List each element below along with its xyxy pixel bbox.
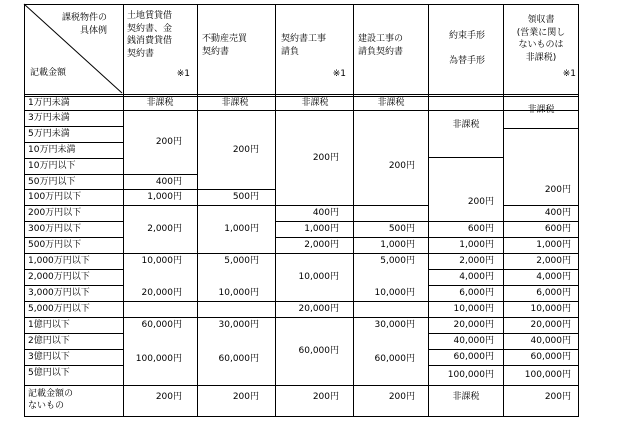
row-divider bbox=[24, 365, 124, 366]
row-divider bbox=[503, 285, 579, 286]
cell-value: 2,000円 bbox=[459, 256, 494, 266]
row-divider bbox=[353, 317, 429, 318]
row-divider bbox=[24, 189, 124, 190]
cell-value: 2,000円 bbox=[536, 256, 571, 266]
cell-value: 1,000円 bbox=[459, 240, 494, 250]
row-divider bbox=[24, 285, 124, 286]
row-label: 2億円以下 bbox=[28, 336, 70, 346]
cell-value: 2,000円 bbox=[304, 240, 339, 250]
cell-value: 20,000円 bbox=[453, 320, 494, 330]
cell-value: 非課税 bbox=[452, 120, 480, 130]
row-label: 300万円以下 bbox=[28, 224, 82, 234]
row-divider bbox=[275, 253, 354, 254]
row-divider bbox=[24, 142, 124, 143]
row-divider bbox=[428, 253, 504, 254]
row-divider bbox=[275, 317, 354, 318]
row-divider bbox=[503, 221, 579, 222]
row-divider bbox=[123, 110, 198, 111]
row-divider bbox=[503, 317, 579, 318]
cell-value: 1,000円 bbox=[380, 240, 415, 250]
row-divider bbox=[24, 237, 124, 238]
cell-value: 200円 bbox=[155, 137, 182, 147]
cell-value: 40,000円 bbox=[453, 336, 494, 346]
row-divider bbox=[24, 385, 124, 386]
row-divider bbox=[24, 221, 124, 222]
column-divider bbox=[428, 4, 429, 417]
header-col-construction-contract: 契約書工事 請負 bbox=[281, 34, 327, 57]
cell-value: 10,000円 bbox=[530, 304, 571, 314]
cell-value: 20,000円 bbox=[298, 304, 339, 314]
row-divider bbox=[428, 285, 504, 286]
row-label: 500万円以下 bbox=[28, 240, 82, 250]
cell-value: 200円 bbox=[312, 392, 339, 402]
row-divider bbox=[123, 301, 198, 302]
cell-value: 1,000円 bbox=[536, 240, 571, 250]
row-divider bbox=[275, 237, 354, 238]
row-divider bbox=[428, 237, 504, 238]
cell-value: 100,000円 bbox=[135, 354, 182, 364]
cell-value: 200円 bbox=[155, 392, 182, 402]
row-label: 記載金額の ないもの bbox=[28, 389, 74, 411]
row-divider bbox=[24, 253, 124, 254]
cell-value: 500円 bbox=[232, 192, 259, 202]
row-divider bbox=[123, 253, 198, 254]
cell-value: 60,000円 bbox=[298, 346, 339, 356]
cell-value: 非課税 bbox=[527, 105, 555, 115]
row-divider bbox=[24, 110, 124, 111]
cell-value: 5,000円 bbox=[224, 256, 259, 266]
row-divider bbox=[123, 205, 198, 206]
cell-value: 2,000円 bbox=[147, 224, 182, 234]
header-col-real-estate-sale: 不動産売買 契約書 bbox=[202, 34, 248, 57]
cell-value: 200円 bbox=[232, 392, 259, 402]
cell-value: 200円 bbox=[544, 392, 571, 402]
row-label: 1億円以下 bbox=[28, 320, 70, 330]
row-divider bbox=[353, 221, 429, 222]
cell-value: 60,000円 bbox=[530, 352, 571, 362]
cell-value: 400円 bbox=[544, 208, 571, 218]
header-col-construction-contract-note: ※1 bbox=[332, 69, 346, 79]
column-divider bbox=[197, 4, 198, 417]
row-divider bbox=[503, 333, 579, 334]
row-divider bbox=[197, 317, 276, 318]
row-divider bbox=[353, 205, 429, 206]
row-divider bbox=[353, 237, 429, 238]
cell-value: 6,000円 bbox=[536, 288, 571, 298]
column-divider bbox=[353, 4, 354, 417]
cell-value: 非課税 bbox=[452, 392, 480, 402]
cell-value: 60,000円 bbox=[141, 320, 182, 330]
cell-value: 1,000円 bbox=[147, 192, 182, 202]
cell-value: 20,000円 bbox=[530, 320, 571, 330]
row-divider bbox=[503, 237, 579, 238]
header-diagonal-bottom-label: 記載金額 bbox=[30, 68, 67, 78]
cell-value: 非課税 bbox=[146, 97, 174, 108]
row-divider bbox=[24, 158, 124, 159]
row-divider bbox=[197, 205, 276, 206]
cell-value: 60,000円 bbox=[374, 354, 415, 364]
row-divider bbox=[24, 333, 124, 334]
row-label: 3万円未満 bbox=[28, 113, 70, 123]
cell-value: 600円 bbox=[544, 224, 571, 234]
row-label: 10万円未満 bbox=[28, 145, 76, 155]
row-divider bbox=[503, 269, 579, 270]
cell-value: 400円 bbox=[312, 208, 339, 218]
row-label: 200万円以下 bbox=[28, 208, 82, 218]
row-divider bbox=[275, 110, 354, 111]
row-divider bbox=[275, 221, 354, 222]
row-divider bbox=[24, 301, 124, 302]
column-divider bbox=[578, 4, 579, 417]
row-divider bbox=[503, 128, 579, 129]
row-divider bbox=[275, 301, 354, 302]
row-divider bbox=[503, 349, 579, 350]
row-divider bbox=[24, 174, 124, 175]
column-divider bbox=[24, 4, 25, 417]
row-label: 3,000万円以下 bbox=[28, 288, 90, 298]
cell-value: 200円 bbox=[467, 196, 494, 207]
row-divider bbox=[197, 253, 276, 254]
row-label: 10万円以下 bbox=[28, 161, 76, 171]
cell-value: 100,000円 bbox=[524, 370, 571, 380]
cell-value: 10,000円 bbox=[141, 256, 182, 266]
row-divider bbox=[428, 349, 504, 350]
row-divider bbox=[503, 205, 579, 206]
cell-value: 100,000円 bbox=[447, 370, 494, 380]
row-divider bbox=[503, 301, 579, 302]
row-divider bbox=[428, 385, 504, 386]
cell-value: 600円 bbox=[467, 224, 494, 234]
row-divider bbox=[503, 253, 579, 254]
cell-value: 4,000円 bbox=[536, 272, 571, 282]
row-divider bbox=[123, 174, 198, 175]
cell-value: 非課税 bbox=[301, 97, 329, 108]
row-label: 50万円以下 bbox=[28, 177, 76, 187]
row-divider bbox=[503, 365, 579, 366]
cell-value: 400円 bbox=[155, 176, 182, 187]
row-divider bbox=[353, 110, 429, 111]
row-divider bbox=[197, 301, 276, 302]
column-divider bbox=[503, 4, 504, 417]
row-divider bbox=[428, 317, 504, 318]
cell-value: 60,000円 bbox=[453, 352, 494, 362]
row-divider bbox=[24, 126, 124, 127]
cell-value: 40,000円 bbox=[530, 336, 571, 346]
row-label: 100万円以下 bbox=[28, 192, 82, 202]
row-divider bbox=[353, 301, 429, 302]
row-label: 5万円未満 bbox=[28, 129, 70, 139]
header-col-lease-loan-note: ※1 bbox=[176, 69, 190, 79]
row-divider bbox=[428, 157, 504, 158]
cell-value: 200円 bbox=[388, 392, 415, 402]
cell-value: 10,000円 bbox=[374, 288, 415, 298]
cell-value: 20,000円 bbox=[141, 288, 182, 298]
table-top-border bbox=[24, 4, 579, 5]
row-divider bbox=[428, 365, 504, 366]
cell-value: 非課税 bbox=[221, 97, 249, 108]
header-diagonal-top-label: 課税物件の 具体例 bbox=[62, 13, 108, 36]
row-label: 1万円未満 bbox=[28, 98, 70, 108]
cell-value: 200円 bbox=[312, 152, 339, 163]
row-label: 5,000万円以下 bbox=[28, 304, 90, 314]
column-divider bbox=[123, 4, 124, 417]
cell-value: 200円 bbox=[544, 184, 571, 195]
row-divider bbox=[353, 253, 429, 254]
cell-value: 200円 bbox=[388, 160, 415, 171]
row-divider bbox=[24, 317, 124, 318]
row-label: 3億円以下 bbox=[28, 352, 70, 362]
cell-value: 200円 bbox=[232, 144, 259, 155]
cell-value: 5,000円 bbox=[380, 256, 415, 266]
row-divider bbox=[197, 110, 276, 111]
row-label: 1,000万円以下 bbox=[28, 256, 90, 266]
cell-value: 30,000円 bbox=[218, 320, 259, 330]
row-divider bbox=[123, 317, 198, 318]
row-divider bbox=[503, 385, 579, 386]
row-divider bbox=[24, 269, 124, 270]
cell-value: 1,000円 bbox=[304, 224, 339, 234]
row-divider bbox=[275, 205, 354, 206]
row-divider bbox=[428, 301, 504, 302]
table-bottom-border bbox=[24, 416, 579, 417]
cell-value: 10,000円 bbox=[218, 288, 259, 298]
row-divider bbox=[353, 385, 429, 386]
row-divider bbox=[428, 221, 504, 222]
cell-value: 1,000円 bbox=[224, 224, 259, 234]
row-divider bbox=[428, 269, 504, 270]
cell-value: 非課税 bbox=[377, 97, 405, 108]
row-divider bbox=[428, 110, 504, 111]
cell-value: 60,000円 bbox=[218, 354, 259, 364]
cell-value: 4,000円 bbox=[459, 272, 494, 282]
cell-value: 30,000円 bbox=[374, 320, 415, 330]
row-divider bbox=[275, 385, 354, 386]
header-bottom-border bbox=[24, 94, 579, 95]
header-col-receipt: 領収書 (営業に関し ないものは 非課税) bbox=[516, 15, 566, 63]
row-divider bbox=[24, 349, 124, 350]
header-col-lease-loan: 土地賃貸借 契約書、金 銭消費貸借 契約書 bbox=[127, 11, 173, 59]
row-divider bbox=[24, 205, 124, 206]
row-divider bbox=[197, 189, 276, 190]
row-label: 2,000万円以下 bbox=[28, 272, 90, 282]
row-divider bbox=[428, 333, 504, 334]
row-divider bbox=[123, 385, 198, 386]
cell-value: 10,000円 bbox=[298, 272, 339, 282]
column-divider bbox=[275, 4, 276, 417]
header-col-promissory-bill: 約束手形 為替手形 bbox=[448, 31, 485, 66]
header-col-building-work: 建設工事の 請負契約書 bbox=[358, 34, 404, 57]
cell-value: 6,000円 bbox=[459, 288, 494, 298]
cell-value: 500円 bbox=[388, 224, 415, 234]
row-divider bbox=[197, 385, 276, 386]
row-divider bbox=[123, 189, 198, 190]
cell-value: 10,000円 bbox=[453, 304, 494, 314]
row-label: 5億円以下 bbox=[28, 368, 70, 378]
header-col-receipt-note: ※1 bbox=[562, 69, 576, 79]
